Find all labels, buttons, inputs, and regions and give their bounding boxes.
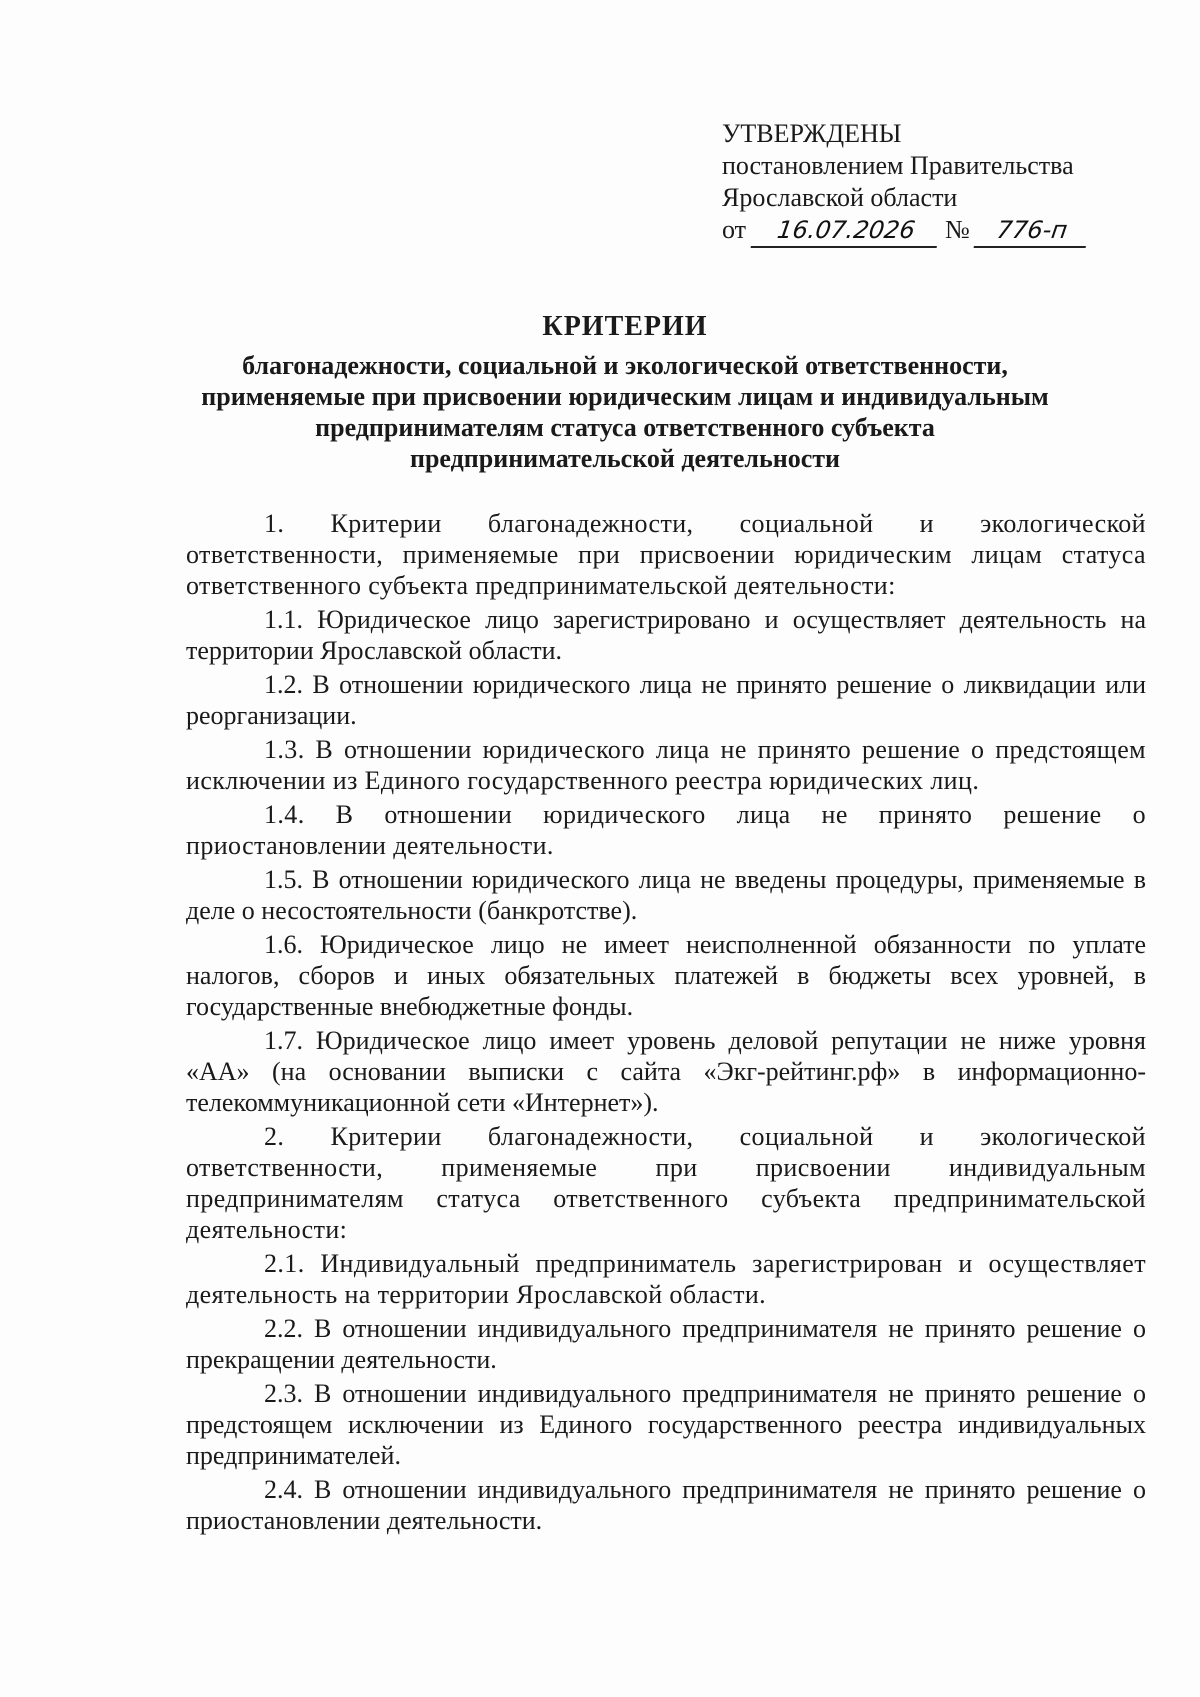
paragraph-1: 1. Критерии благонадежности, социальной и экологической ответственности, применяемые при присвоении юридическим лицам статуса ответственного субъекта предпринимательской деятельности:: [186, 509, 1146, 600]
paragraph-2-4: 2.4. В отношении индивидуального предпринимателя не принято решение о приостановлении деятельности.: [186, 1475, 1146, 1535]
approval-date-line: [722, 214, 1162, 248]
handwritten-number: 776-п: [974, 214, 1091, 248]
paragraph-1-1: 1.1. Юридическое лицо зарегистрировано и осуществляет деятельность на территории Ярославской области.: [186, 605, 1146, 665]
handwritten-date: 16.07.2026: [750, 214, 941, 248]
paragraph-2-2: 2.2. В отношении индивидуального предпринимателя не принято решение о прекращении деятельности.: [186, 1314, 1146, 1374]
paragraph-2: 2. Критерии благонадежности, социальной и экологической ответственности, применяемые при присвоении индивидуальным предпринимателям статуса ответственного субъекта предпринимательской деятельности:: [186, 1122, 1146, 1244]
paragraph-2-3: 2.3. В отношении индивидуального предпринимателя не принято решение о предстоящем исключении из Единого государственного реестра индивидуальных предпринимателей.: [186, 1379, 1146, 1470]
approval-heading: УТВЕРЖДЕНЫ: [722, 119, 902, 148]
paragraph-1-2: 1.2. В отношении юридического лица не принято решение о ликвидации или реорганизации.: [186, 670, 1146, 730]
paragraph-1-3: 1.3. В отношении юридического лица не принято решение о предстоящем исключении из Единого государственного реестра юридических лиц.: [186, 735, 1146, 795]
paragraph-1-5: 1.5. В отношении юридического лица не введены процедуры, применяемые в деле о несостоятельности (банкротстве).: [186, 865, 1146, 925]
document-subtitle: благонадежности, социальной и экологической ответственности, применяемые при присвоении юридическим лицам и индивидуальным предпринимателям статуса ответственного субъекта предпринимательской деятельности: [201, 351, 1049, 473]
paragraph-1-6: 1.6. Юридическое лицо не имеет неисполненной обязанности по уплате налогов, сборов и иных обязательных платежей в бюджеты всех уровней, в государственные внебюджетные фонды.: [186, 930, 1146, 1021]
approval-line-2: Ярославской области: [722, 183, 958, 212]
document-body: [186, 508, 1146, 1539]
approval-stamp-block: [722, 118, 1162, 248]
document-title-block: [190, 310, 1060, 474]
paragraph-1-4: 1.4. В отношении юридического лица не принято решение о приостановлении деятельности.: [186, 800, 1146, 860]
date-prefix: от: [722, 215, 747, 244]
approval-line-1: постановлением Правительства: [722, 151, 1074, 180]
paragraph-1-7: 1.7. Юридическое лицо имеет уровень деловой репутации не ниже уровня «АА» (на основании выписки с сайта «Экг-рейтинг.рф» в информационно-телекоммуникационной сети «Интернет»).: [186, 1026, 1146, 1117]
number-prefix: №: [945, 215, 970, 244]
document-title: КРИТЕРИИ: [542, 311, 708, 342]
paragraph-2-1: 2.1. Индивидуальный предприниматель зарегистрирован и осуществляет деятельность на территории Ярославской области.: [186, 1249, 1146, 1309]
